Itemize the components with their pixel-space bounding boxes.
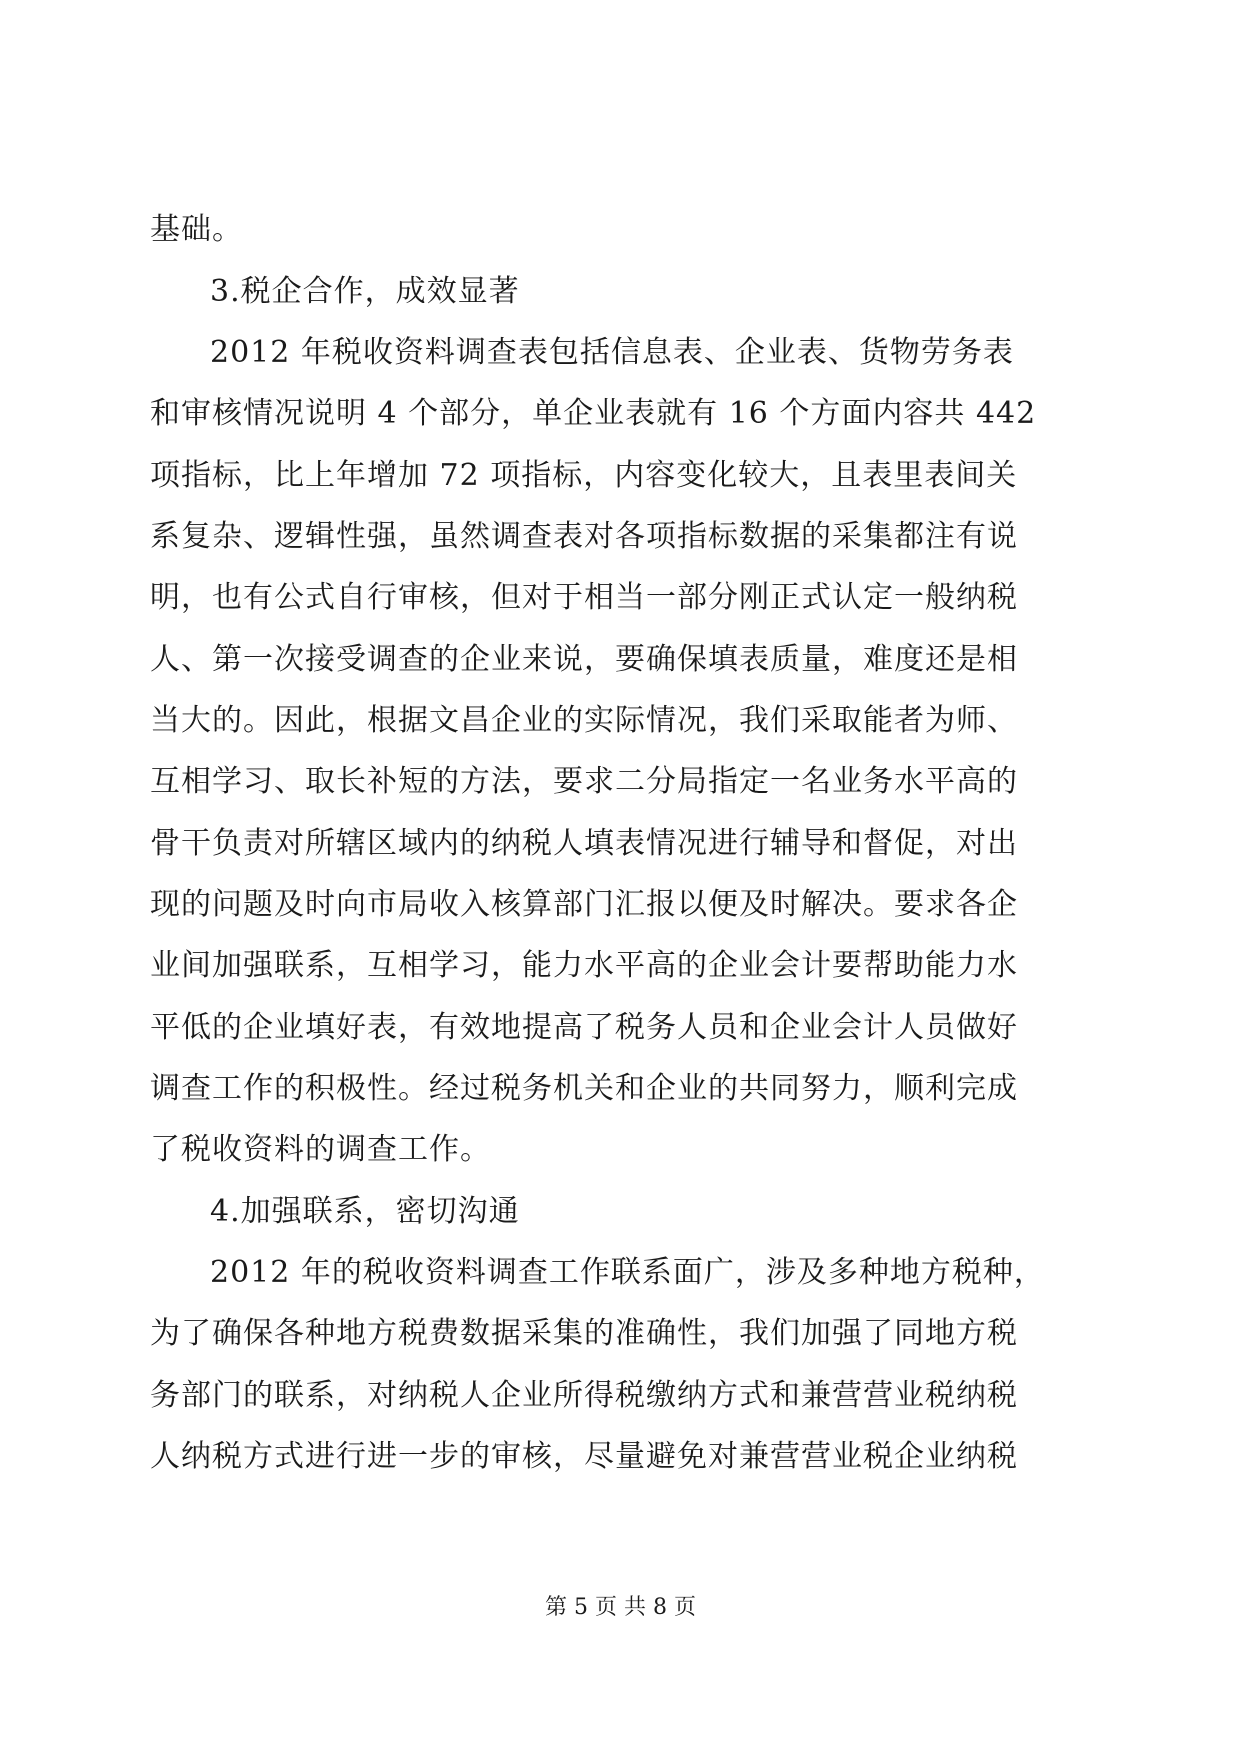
text-line: 项指标，比上年增加 72 项指标，内容变化较大，且表里表间关 [150, 458, 1018, 493]
text-line: 调查工作的积极性。经过税务机关和企业的共同努力，顺利完成 [150, 1071, 1018, 1106]
text-line: 务部门的联系，对纳税人企业所得税缴纳方式和兼营营业税纳税 [150, 1378, 1018, 1413]
text-line: 了税收资料的调查工作。 [150, 1132, 491, 1167]
text-line: 现的问题及时向市局收入核算部门汇报以便及时解决。要求各企 [150, 887, 1018, 922]
text-line: 平低的企业填好表，有效地提高了税务人员和企业会计人员做好 [150, 1010, 1018, 1045]
text-line: 为了确保各种地方税费数据采集的准确性，我们加强了同地方税 [150, 1316, 1018, 1351]
text-line: 2012 年的税收资料调查工作联系面广，涉及多种地方税种， [210, 1255, 1045, 1290]
text-line: 2012 年税收资料调查表包括信息表、企业表、货物劳务表 [210, 335, 1014, 370]
section-heading: 3.税企合作，成效显著 [210, 274, 520, 309]
text-line: 明，也有公式自行审核，但对于相当一部分刚正式认定一般纳税 [150, 580, 1018, 615]
text-line: 基础。 [150, 212, 243, 247]
text-line: 系复杂、逻辑性强，虽然调查表对各项指标数据的采集都注有说 [150, 519, 1018, 554]
text-line: 人纳税方式进行进一步的审核，尽量避免对兼营营业税企业纳税 [150, 1439, 1018, 1474]
text-line: 互相学习、取长补短的方法，要求二分局指定一名业务水平高的 [150, 764, 1018, 799]
text-line: 和审核情况说明 4 个部分，单企业表就有 16 个方面内容共 442 [150, 396, 1037, 431]
text-line: 人、第一次接受调查的企业来说，要确保填表质量，难度还是相 [150, 642, 1018, 677]
text-line: 业间加强联系，互相学习，能力水平高的企业会计要帮助能力水 [150, 948, 1018, 983]
text-line: 当大的。因此，根据文昌企业的实际情况，我们采取能者为师、 [150, 703, 1018, 738]
section-heading: 4.加强联系，密切沟通 [210, 1194, 520, 1229]
page-footer: 第 5 页 共 8 页 [545, 1595, 696, 1620]
text-line: 骨干负责对所辖区域内的纳税人填表情况进行辅导和督促，对出 [150, 826, 1018, 861]
